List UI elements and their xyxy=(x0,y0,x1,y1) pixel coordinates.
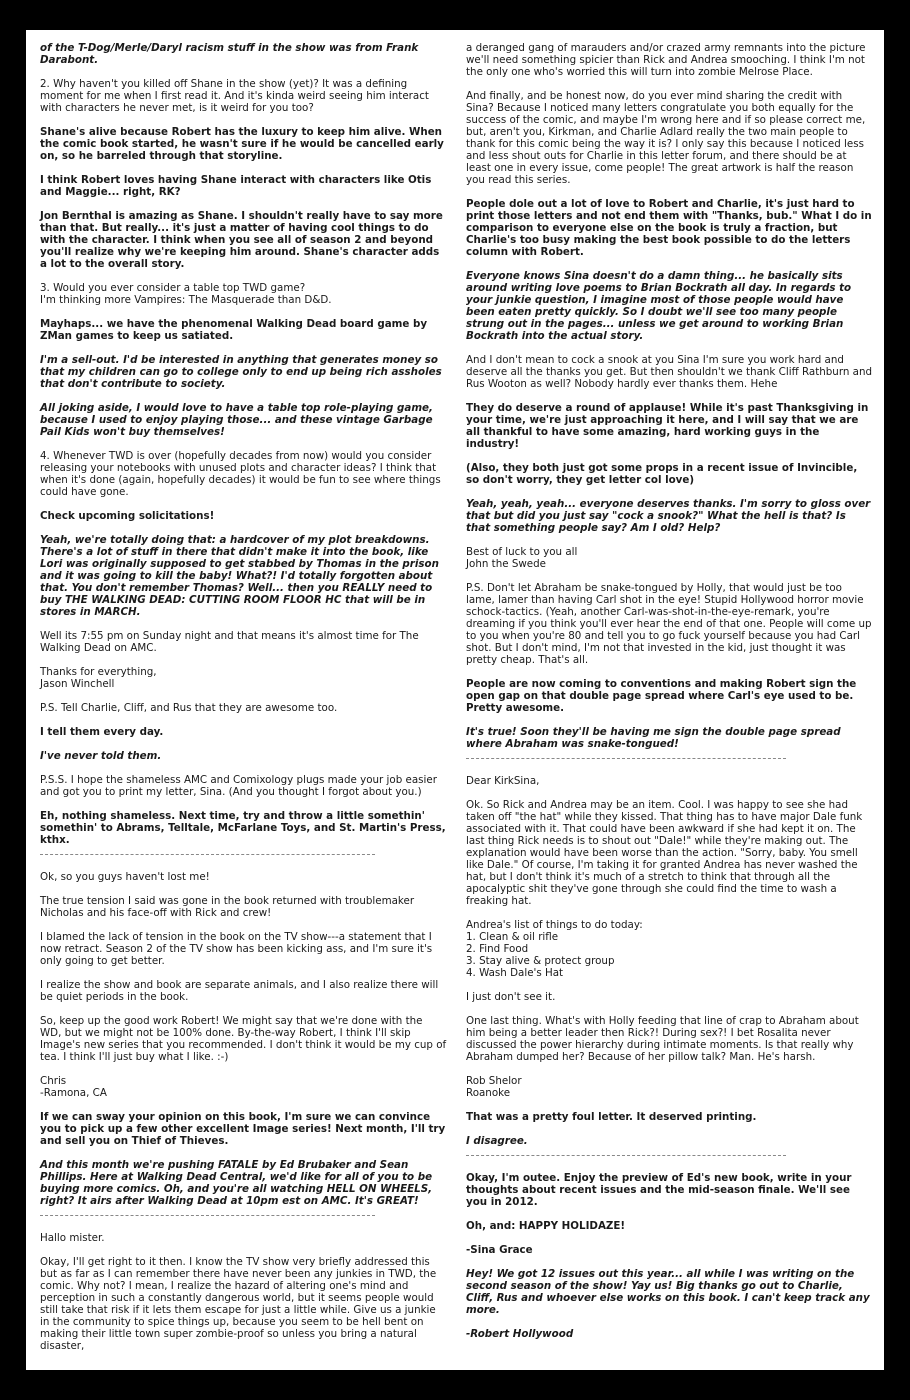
reader-letter-paragraph: I realize the show and book are separate animals, and I also realize there will be quiet periods in the book. xyxy=(40,979,439,1003)
reader-letter-paragraph: Rob Shelor Roanoke xyxy=(466,1075,522,1099)
letter-separator xyxy=(40,1215,375,1216)
kirkman-reply-paragraph: It's true! Soon they'll be having me sign the double page spread where Abraham was snake-tongued! xyxy=(466,726,841,750)
kirkman-reply-paragraph: Everyone knows Sina doesn't do a damn thing... he basically sits around writing love poems to Brian Bockrath all day. In regards to your junkie question, I imagine most of those people would have been eaten pretty quickly. So I doubt we'll see too many people strung out in the pages... unless we get around to working Brian Bockrath into the actual story. xyxy=(466,270,852,342)
editor-reply-paragraph: Oh, and: HAPPY HOLIDAZE! xyxy=(466,1220,626,1232)
letter-separator xyxy=(40,854,375,855)
reader-letter-paragraph: P.S. Tell Charlie, Cliff, and Rus that they are awesome too. xyxy=(40,702,338,714)
kirkman-reply-paragraph: And this month we're pushing FATALE by Ed Brubaker and Sean Phillips. Here at Walking Dead Central, we'd like for all of you to be buying more comics. Oh, and you're all watching HELL ON WHEELS, right? It airs after Walking Dead at 10pm est on AMC. It's GREAT! xyxy=(40,1159,433,1207)
letters-page xyxy=(26,30,884,1370)
editor-reply-paragraph: Shane's alive because Robert has the luxury to keep him alive. When the comic book started, he wasn't sure if he would be cancelled early on, so he barreled through that storyline. xyxy=(40,126,444,162)
reader-letter-paragraph: P.S.S. I hope the shameless AMC and Comixology plugs made your job easier and got you to print my letter, Sina. (And you thought I forgot about you.) xyxy=(40,774,437,798)
editor-reply-paragraph: Eh, nothing shameless. Next time, try and throw a little somethin' somethin' to Abrams, Telltale, McFarlane Toys, and St. Martin's Press, kthx. xyxy=(40,810,446,846)
kirkman-reply-paragraph: I disagree. xyxy=(466,1135,528,1147)
reader-letter-paragraph: So, keep up the good work Robert! We might say that we're done with the WD, but we might not be 100% done. By-the-way Robert, I think I'll skip Image's new series that you recommended. I don't think it would be my cup of tea. I think I'll just buy what I like. :-) xyxy=(40,1015,447,1063)
reader-letter-paragraph: The true tension I said was gone in the book returned with troublemaker Nicholas and his face-off with Rick and crew! xyxy=(40,895,415,919)
kirkman-reply-paragraph: Hey! We got 12 issues out this year... all while I was writing on the second season of the show! Yay us! Big thanks go out to Charlie, Cliff, Rus and whoever else works on this book. I can't keep track any more. xyxy=(466,1268,870,1316)
reader-letter-paragraph: 2. Why haven't you killed off Shane in the show (yet)? It was a defining moment for me when I first read it. And it's kinda weird seeing him interact with characters he never met, is it weird for you too? xyxy=(40,78,429,114)
reader-letter-paragraph: Andrea's list of things to do today: 1. Clean & oil rifle 2. Find Food 3. Stay alive & protect group 4. Wash Dale's Hat xyxy=(466,919,643,979)
reader-letter-paragraph: a deranged gang of marauders and/or crazed army remnants into the picture we'll need something spicier than Rick and Andrea smooching. I think I'm not the only one who's worried this will turn into zombie Melrose Place. xyxy=(466,42,866,78)
reader-letter-paragraph: Best of luck to you all John the Swede xyxy=(466,546,578,570)
kirkman-reply-paragraph: I've never told them. xyxy=(40,750,162,762)
kirkman-reply-paragraph: -Robert Hollywood xyxy=(466,1328,574,1340)
reader-letter-paragraph: And I don't mean to cock a snook at you Sina I'm sure you work hard and deserve all the thanks you get. But then shouldn't we thank Cliff Rathburn and Rus Wooton as well? Nobody hardly ever thanks them. Hehe xyxy=(466,354,873,390)
reader-letter-paragraph: Dear KirkSina, xyxy=(466,775,540,787)
kirkman-reply-paragraph: Yeah, yeah, yeah... everyone deserves thanks. I'm sorry to gloss over that but did you just say "cock a snook?" What the hell is that? Is that something people say? Am I old? Help? xyxy=(466,498,871,534)
reader-letter-paragraph: I just don't see it. xyxy=(466,991,556,1003)
reader-letter-paragraph: I blamed the lack of tension in the book on the TV show---a statement that I now retract. Season 2 of the TV show has been kicking ass, and I'm sure it's only going to get better. xyxy=(40,931,433,967)
right-column xyxy=(466,42,873,1352)
reader-letter-paragraph: Thanks for everything, Jason Winchell xyxy=(40,666,157,690)
reader-letter-paragraph: Chris -Ramona, CA xyxy=(40,1075,107,1099)
left-column xyxy=(40,42,447,1364)
editor-reply-paragraph: Mayhaps... we have the phenomenal Walking Dead board game by ZMan games to keep us satiated. xyxy=(40,318,428,342)
reader-letter-paragraph: P.S. Don't let Abraham be snake-tongued by Holly, that would just be too lame, lamer than having Carl shot in the eye! Stupid Hollywood horror movie schock-tactics. (Yeah, another Carl-was-shot-in-the-eye-remark, you're dreaming if you think you'll ever hear the end of that one. People will come up to you when you're 80 and tell you to go fuck yourself because you had Carl shot. But I don't mind, I'm not that invested in the kid, just thought it was pretty cheap. That's all. xyxy=(466,582,872,666)
reader-letter-paragraph: One last thing. What's with Holly feeding that line of crap to Abraham about him being a better leader then Rick?! During sex?! I bet Rosalita never discussed the power hierarchy during intimate moments. Is that really why Abraham dumped her? Because of her pillow talk? Man. He's harsh. xyxy=(466,1015,859,1063)
editor-reply-paragraph: (Also, they both just got some props in a recent issue of Invincible, so don't worry, they get letter col love) xyxy=(466,462,858,486)
editor-reply-paragraph: Jon Bernthal is amazing as Shane. I shouldn't really have to say more than that. But really... it's just a matter of having cool things to do with the character. I think when you see all of season 2 and beyond you'll realize why we're keeping him around. Shane's character adds a lot to the overall story. xyxy=(40,210,443,270)
editor-reply-paragraph: I think Robert loves having Shane interact with characters like Otis and Maggie... right, RK? xyxy=(40,174,432,198)
reader-letter-paragraph: Ok, so you guys haven't lost me! xyxy=(40,871,210,883)
editor-reply-paragraph: If we can sway your opinion on this book, I'm sure we can convince you to pick up a few other excellent Image series! Next month, I'll try and sell you on Thief of Thieves. xyxy=(40,1111,446,1147)
reader-letter-paragraph: Ok. So Rick and Andrea may be an item. Cool. I was happy to see she had taken off "the hat" while they kissed. That thing has to have major Dale funk associated with it. That could have been awkward if she had kept it on. The last thing Rick needs is to shout out "Dale!" while they're making out. The explanation would have been worse than the action. "Sorry, baby. You smell like Dale." Of course, I'm taking it for granted Andrea has never washed the hat, but I don't think it's much of a stretch to think that through all the apocalyptic shit they've gone through she could find the time to wash a freaking hat. xyxy=(466,799,863,907)
reader-letter-paragraph: And finally, and be honest now, do you ever mind sharing the credit with Sina? Because I noticed many letters congratulate you both equally for the success of the comic, and maybe I'm wrong here and if so please correct me, but, aren't you, Kirkman, and Charlie Adlard really the two main people to thank for this comic being the way it is? I only say this because I noticed less and less shout outs for Charlie in this letter forum, and there should be at least one in every issue, come people! The great artwork is half the reason you read this series. xyxy=(466,90,866,186)
editor-reply-paragraph: They do deserve a round of applause! While it's past Thanksgiving in your time, we're just approaching it here, and I will say that we are all thankful to have some amazing, hard working guys in the industry! xyxy=(466,402,869,450)
letter-separator xyxy=(466,1155,786,1156)
reader-letter-paragraph: Well its 7:55 pm on Sunday night and that means it's almost time for The Walking Dead on AMC. xyxy=(40,630,419,654)
editor-reply-paragraph: Check upcoming solicitations! xyxy=(40,510,215,522)
editor-reply-paragraph: People dole out a lot of love to Robert and Charlie, it's just hard to print those letters and not end them with "Thanks, bub." What I do in comparison to everyone else on the book is truly a fraction, but Charlie's too busy making the best book possible to do the letters column with Robert. xyxy=(466,198,872,258)
editor-reply-paragraph: Okay, I'm outee. Enjoy the preview of Ed's new book, write in your thoughts about recent issues and the mid-season finale. We'll see you in 2012. xyxy=(466,1172,852,1208)
reader-letter-paragraph: 4. Whenever TWD is over (hopefully decades from now) would you consider releasing your notebooks with unused plots and character ideas? I think that when it's done (again, hopefully decades) it would be fun to see where things could have gone. xyxy=(40,450,441,498)
letter-separator xyxy=(466,758,786,759)
editor-reply-paragraph: That was a pretty foul letter. It deserved printing. xyxy=(466,1111,757,1123)
editor-reply-paragraph: People are now coming to conventions and making Robert sign the open gap on that double page spread where Carl's eye used to be. Pretty awesome. xyxy=(466,678,857,714)
kirkman-reply-paragraph: of the T-Dog/Merle/Daryl racism stuff in the show was from Frank Darabont. xyxy=(40,42,419,66)
kirkman-reply-paragraph: Yeah, we're totally doing that: a hardcover of my plot breakdowns. There's a lot of stuff in there that didn't make it into the book, like Lori was originally supposed to get stabbed by Thomas in the prison and it was going to kill the baby! What?! I'd totally forgotten about that. You don't remember Thomas? Well... then you REALLY need to buy THE WALKING DEAD: CUTTING ROOM FLOOR HC that will be in stores in MARCH. xyxy=(40,534,439,618)
reader-letter-paragraph: Hallo mister. xyxy=(40,1232,105,1244)
kirkman-reply-paragraph: I'm a sell-out. I'd be interested in anything that generates money so that my children can go to college only to end up being rich assholes that don't contribute to society. xyxy=(40,354,442,390)
kirkman-reply-paragraph: All joking aside, I would love to have a table top role-playing game, because I used to enjoy playing those... and these vintage Garbage Pail Kids won't buy themselves! xyxy=(40,402,433,438)
reader-letter-paragraph: Okay, I'll get right to it then. I know the TV show very briefly addressed this but as far as I can remember there have never been any junkies in TWD, the comic. Why not? I mean, I realize the hazard of altering one's mind and perception in such a constantly dangerous world, but it seems people would still take that risk if it lets them escape for just a little while. Give us a junkie in the community to spice things up, because you seem to be hell bent on making their little town super zombie-proof so unless you bring a natural disaster, xyxy=(40,1256,437,1352)
editor-reply-paragraph: I tell them every day. xyxy=(40,726,164,738)
editor-reply-paragraph: -Sina Grace xyxy=(466,1244,533,1256)
reader-letter-paragraph: 3. Would you ever consider a table top TWD game? I'm thinking more Vampires: The Masquerade than D&D. xyxy=(40,282,332,306)
